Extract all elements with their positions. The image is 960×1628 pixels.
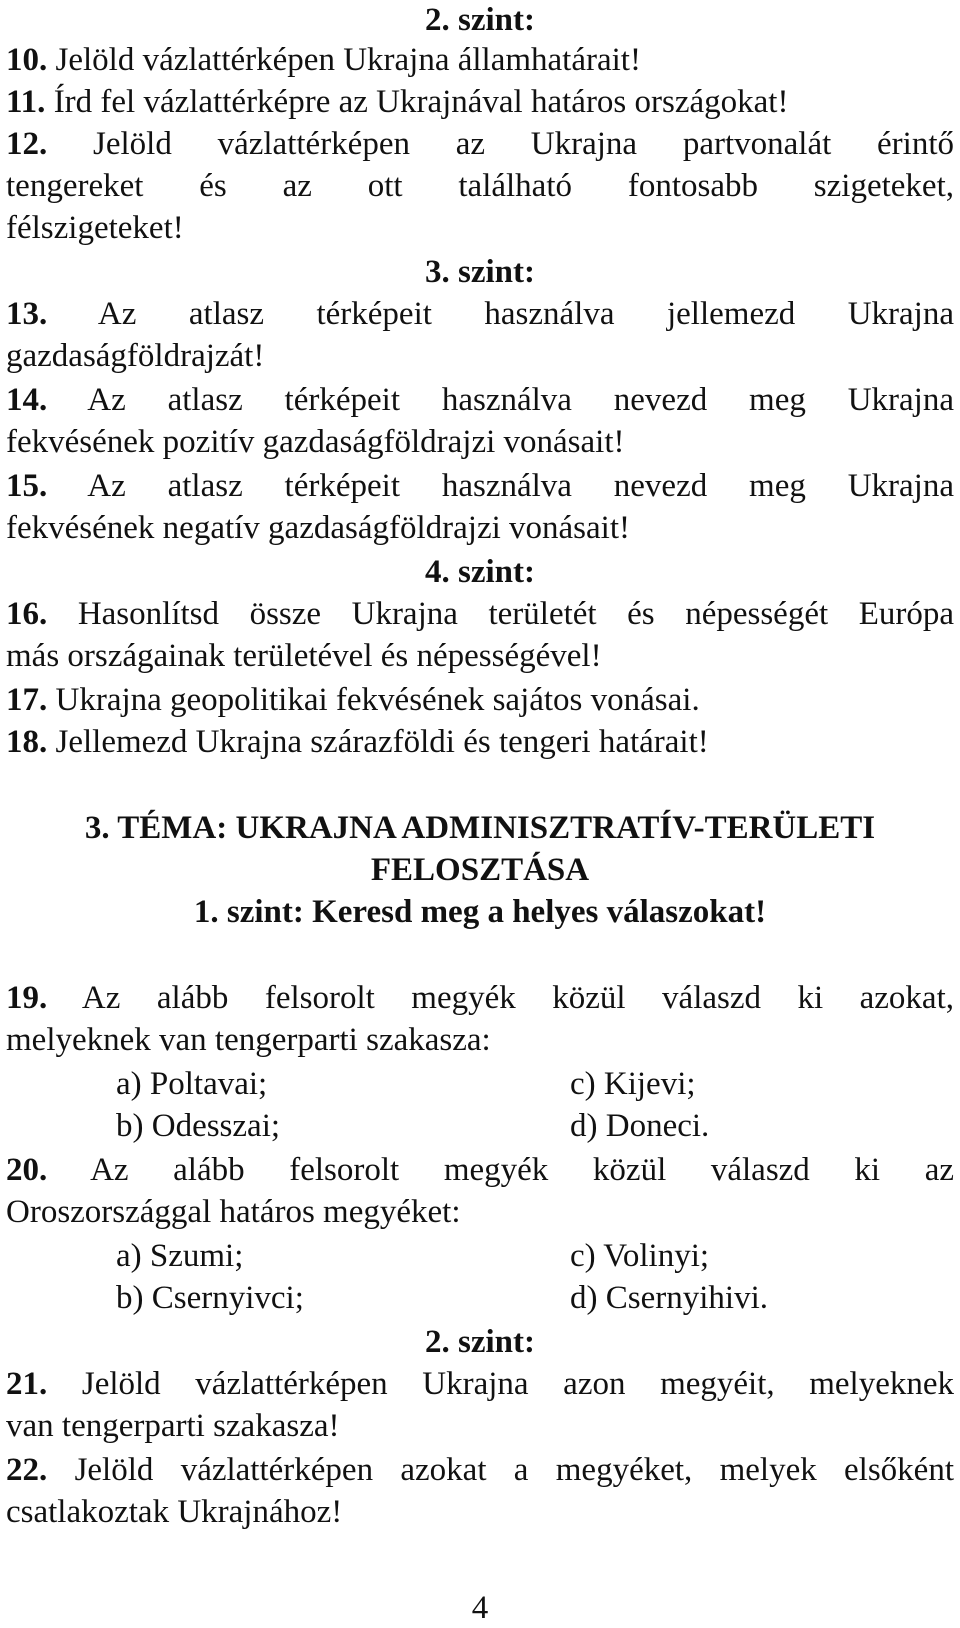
question-text: Jelöld vázlattérképen Ukrajna azon megyéit, melyeknek	[81, 1366, 955, 1402]
question-text: Ukrajna geopolitikai fekvésének sajátos vonásai.	[55, 682, 700, 718]
topic-title-cont: FELOSZTÁSA	[370, 852, 590, 888]
question-17	[6, 680, 954, 720]
question-12	[6, 124, 954, 164]
question-text-line: gazdaságföldrajzát!	[6, 338, 265, 374]
question-10	[6, 40, 954, 80]
question-text: Az alább felsorolt megyék közül válaszd ki azokat,	[81, 980, 954, 1016]
question-14	[6, 380, 954, 420]
answer-option: d) Doneci.	[570, 1108, 710, 1144]
question-number: 21.	[6, 1366, 48, 1402]
question-number: 18.	[6, 724, 48, 760]
question-text-line: fekvésének negatív gazdaságföldrajzi vonásait!	[6, 510, 630, 546]
question-text: Hasonlítsd össze Ukrajna területét és népességét Európa	[77, 596, 955, 632]
level-heading: 2. szint:	[425, 2, 535, 38]
question-text-line: melyeknek van tengerparti szakasza:	[6, 1022, 491, 1058]
question-number: 13.	[6, 296, 48, 332]
question-15	[6, 466, 954, 506]
question-text-line: más országainak területével és népességével!	[6, 638, 602, 674]
question-text-line: Oroszországgal határos megyéket:	[6, 1194, 461, 1230]
answer-option: c) Volinyi;	[570, 1238, 710, 1274]
topic-title: 3. TÉMA: UKRAJNA ADMINISZTRATÍV-TERÜLETI	[84, 810, 876, 846]
answer-option: b) Odesszai;	[116, 1108, 281, 1144]
question-number: 12.	[6, 126, 48, 162]
question-number: 15.	[6, 468, 48, 504]
question-number: 11.	[6, 84, 46, 120]
question-number: 20.	[6, 1152, 48, 1188]
question-text-line: van tengerparti szakasza!	[6, 1408, 340, 1444]
question-22	[6, 1450, 954, 1490]
question-text: Jellemezd Ukrajna szárazföldi és tengeri határait!	[55, 724, 709, 760]
answer-option: a) Szumi;	[116, 1238, 244, 1274]
answer-option: d) Csernyihivi.	[570, 1280, 768, 1316]
level-heading: 3. szint:	[425, 254, 535, 290]
question-text: Jelöld vázlattérképen Ukrajna államhatárait!	[55, 42, 641, 78]
question-text-line: fekvésének pozitív gazdaságföldrajzi vonásait!	[6, 424, 625, 460]
page-number: 4	[471, 1590, 489, 1626]
question-number: 14.	[6, 382, 48, 418]
question-text-line: tengereket és az ott található fontosabb szigeteket,	[6, 168, 954, 204]
question-16	[6, 594, 954, 634]
level-heading: 4. szint:	[425, 554, 535, 590]
topic-subheading: 1. szint: Keresd meg a helyes válaszokat!	[193, 894, 767, 930]
answer-option: a) Poltavai;	[116, 1066, 268, 1102]
question-11	[6, 82, 954, 122]
question-20	[6, 1150, 954, 1190]
question-number: 22.	[6, 1452, 48, 1488]
question-text-line: csatlakoztak Ukrajnához!	[6, 1494, 343, 1530]
answer-option: b) Csernyivci;	[116, 1280, 304, 1316]
question-text: Az atlasz térképeit használva nevezd meg Ukrajna	[87, 468, 954, 504]
question-13	[6, 294, 954, 334]
question-text: Jelöld vázlattérképen azokat a megyéket, melyek elsőként	[74, 1452, 955, 1488]
question-number: 19.	[6, 980, 48, 1016]
answer-option: c) Kijevi;	[570, 1066, 696, 1102]
question-19	[6, 978, 954, 1018]
question-number: 17.	[6, 682, 48, 718]
question-text: Az atlasz térképeit használva nevezd meg Ukrajna	[87, 382, 954, 418]
question-text: Az atlasz térképeit használva jellemezd Ukrajna	[97, 296, 954, 332]
question-text: Jelöld vázlattérképen az Ukrajna partvonalát érintő	[93, 126, 954, 162]
question-text-line: félszigeteket!	[6, 210, 184, 246]
question-text: Írd fel vázlattérképre az Ukrajnával határos országokat!	[53, 84, 789, 120]
question-number: 16.	[6, 596, 48, 632]
question-text: Az alább felsorolt megyék közül válaszd ki az	[90, 1152, 955, 1188]
question-number: 10.	[6, 42, 48, 78]
level-heading: 2. szint:	[425, 1324, 535, 1360]
question-21	[6, 1364, 954, 1404]
question-18	[6, 722, 954, 762]
